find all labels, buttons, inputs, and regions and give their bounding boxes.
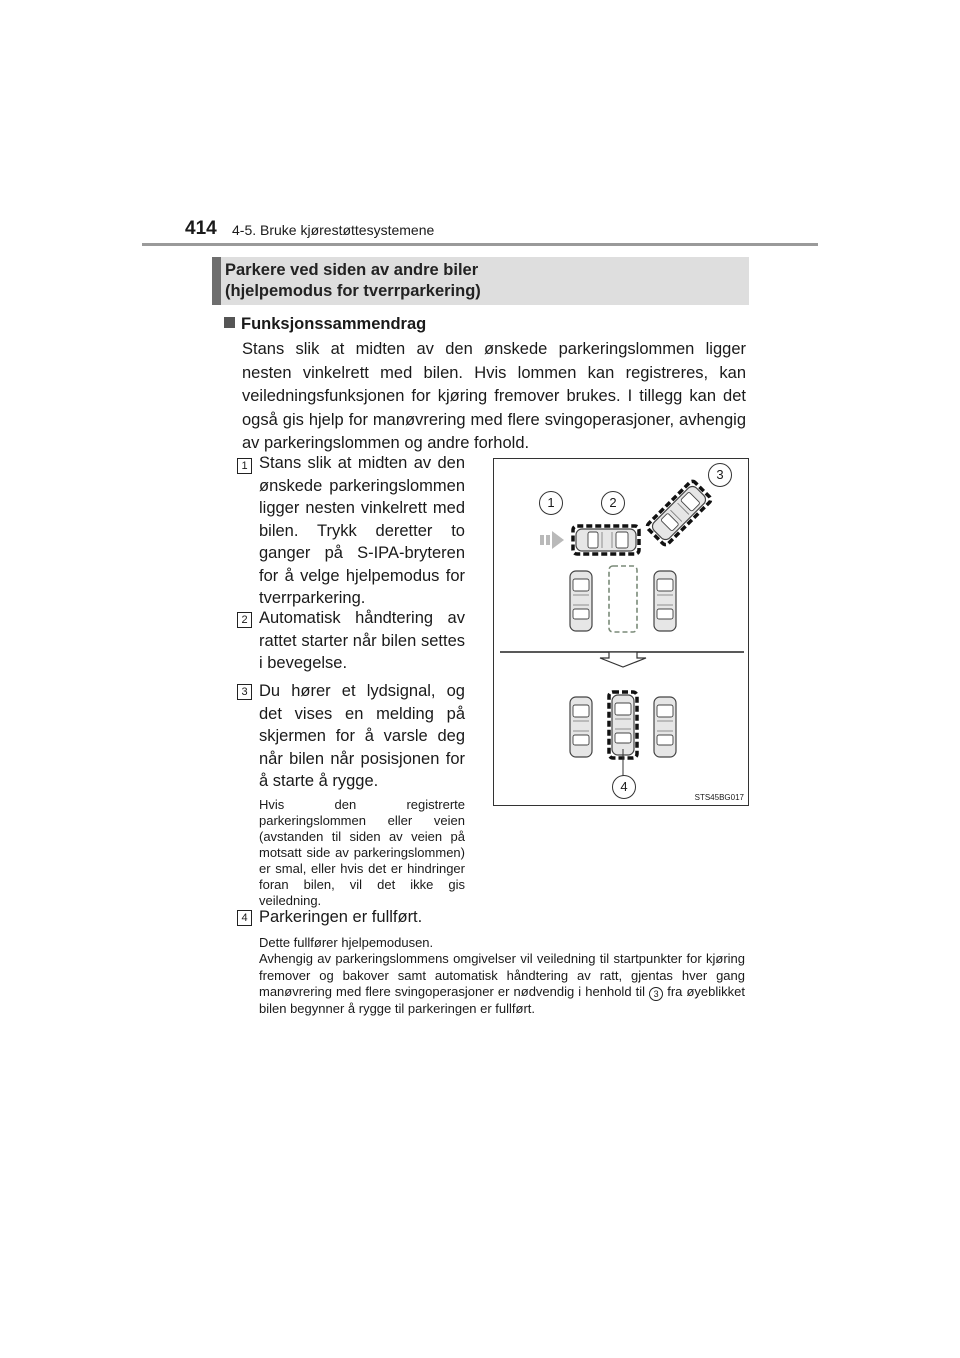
section-heading-line1: Parkere ved siden av andre biler [225, 261, 479, 279]
section-heading [225, 260, 481, 302]
step-3-text: Du hører et lydsignal, og det vises en melding på skjermen for å varsle deg når bilen når posisjonen for å starte å rygge. [259, 682, 465, 790]
step-number-1: 1 [237, 458, 252, 474]
subheading [224, 315, 426, 334]
header-divider [142, 243, 818, 246]
parked-car-left-icon [570, 571, 592, 631]
parked-car-left-bottom-icon [570, 697, 592, 757]
arrow-icon [540, 531, 564, 549]
car-moving-icon [573, 526, 639, 554]
final-note [259, 935, 745, 1017]
step-number-2: 2 [237, 612, 252, 628]
page-number: 414 [185, 218, 217, 239]
step-1-text: Stans slik at midten av den ønskede parkeringslommen ligger nesten vinkelrett med bilen. Trykk deretter to ganger på S-IPA-bryteren for å velge hjelpemodus for tverrparkering. [259, 454, 465, 607]
section-heading-line2: (hjelpemodus for tverrparkering) [225, 282, 481, 300]
car-parked-icon [609, 692, 637, 758]
final-note-text-end: fra øyeblikket bilen begynner å rygge til parkeringen er fullført. [259, 983, 745, 1016]
square-bullet-icon [224, 317, 235, 328]
intro-paragraph: Stans slik at midten av den ønskede parkeringslommen ligger nesten vinkelrett med bilen. Hvis lommen kan registreres, kan veiledningsfunksjonen for kjøring fremover brukes. I tillegg kan det også gis hjelp for manøvrering med flere svingoperasjoner, avhengig av parkeringslommen og andre forhold. [242, 340, 746, 452]
callout-4: 4 [612, 775, 636, 799]
final-note-text: Avhengig av parkeringslommens omgivelser vil veiledning til startpunkter for kjøring fremover og bakover samt automatisk håndtering av ratt, gjentas hver gang manøvrering med flere svingoperasjoner er nødvendig i henhold til [259, 951, 745, 999]
parked-car-right-icon [654, 571, 676, 631]
section-heading-bar [212, 257, 221, 305]
callout-1: 1 [539, 491, 563, 515]
parking-space-marker [609, 566, 637, 632]
step-4-text: Parkeringen er fullført. [259, 908, 423, 926]
figure-code: STS45BG017 [694, 793, 744, 802]
callout-2: 2 [601, 491, 625, 515]
parking-diagram [494, 459, 750, 807]
parked-car-right-bottom-icon [654, 697, 676, 757]
section-heading-box [212, 257, 749, 305]
callout-3: 3 [708, 463, 732, 487]
step-2-text: Automatisk håndtering av rattet starter når bilen settes i bevegelse. [259, 609, 465, 672]
chapter-title: 4-5. Bruke kjørestøttesystemene [232, 222, 435, 238]
inline-step-ref: 3 [649, 987, 663, 1001]
step-number-4: 4 [237, 910, 252, 926]
final-note-line1: Dette fullfører hjelpemodusen. [259, 935, 434, 950]
car-angled-icon [646, 480, 712, 546]
parking-illustration [493, 458, 749, 806]
subheading-text: Funksjonssammendrag [241, 315, 427, 333]
step-number-3: 3 [237, 684, 252, 700]
down-arrow-icon [600, 652, 646, 667]
step-3-note: Hvis den registrerte parkeringslommen eller veien (avstanden til siden av veien på motsatt side av parkeringslommen) er smal, eller hvis det er hindringer foran bilen, vil det ikke gis veiledning. [259, 797, 465, 908]
